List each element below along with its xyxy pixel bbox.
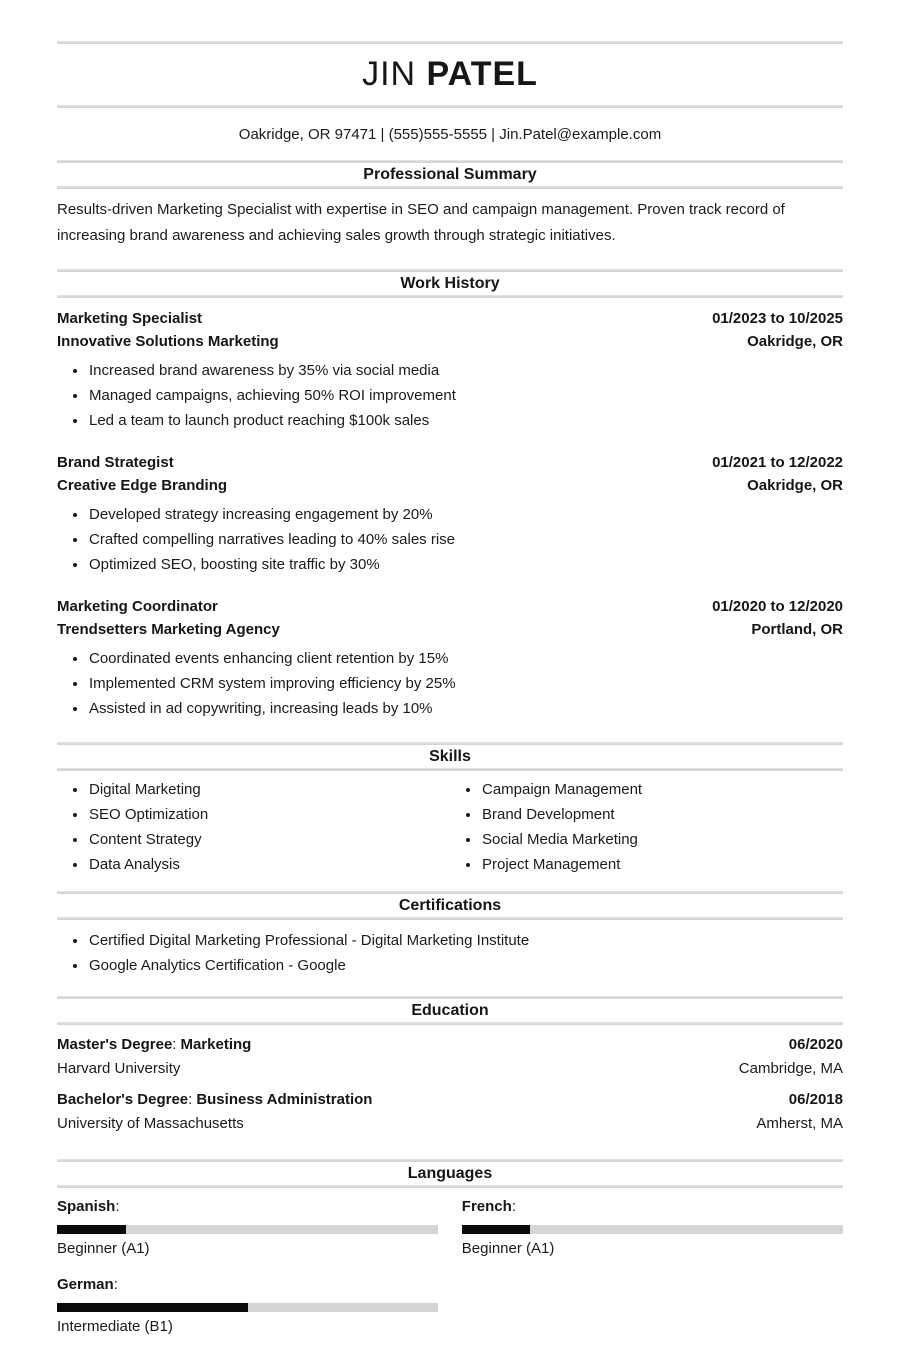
summary-text: Results-driven Marketing Specialist with expertise in SEO and campaign management. Proven track record of increasing brand awareness and achieving sales growth through strategic initiatives. <box>57 201 785 244</box>
skill-item: • Digital Marketing <box>88 777 450 802</box>
language-proficiency-fill <box>57 1225 126 1234</box>
header-name-row <box>57 44 843 105</box>
job-bullet: • Coordinated events enhancing client retention by 15% <box>88 646 843 671</box>
language-proficiency-bar <box>57 1303 438 1312</box>
skill-item: • Project Management <box>481 852 843 877</box>
job-bullet: • Developed strategy increasing engagement by 20% <box>88 502 843 527</box>
degree-title <box>57 1033 251 1057</box>
language-name: French <box>461 1198 512 1215</box>
language-proficiency-fill <box>57 1303 248 1312</box>
job-entry <box>57 442 843 577</box>
languages-heading: Languages <box>407 1164 493 1182</box>
language-name-row <box>462 1196 843 1218</box>
job-bullet: • Assisted in ad copywriting, increasing leads by 10% <box>88 696 843 721</box>
job-bullet: • Implemented CRM system improving efficiency by 25% <box>88 671 843 696</box>
job-location: Portland, OR <box>751 621 843 638</box>
certifications-section <box>57 928 843 978</box>
colon: : <box>188 1091 193 1108</box>
education-date: 06/2020 <box>788 1036 843 1053</box>
school-location: Amherst, MA <box>756 1115 843 1132</box>
job-title-row <box>57 451 843 474</box>
degree-title <box>57 1088 372 1112</box>
skills-section <box>57 771 843 891</box>
job-location: Oakridge, OR <box>747 333 843 350</box>
section-divider <box>57 186 843 189</box>
languages-section <box>57 1188 843 1350</box>
degree-row <box>57 1033 843 1057</box>
certification-list <box>57 928 843 978</box>
skill-item: • Content Strategy <box>88 827 450 852</box>
job-bullet: • Optimized SEO, boosting site traffic by 30% <box>88 552 843 577</box>
education-heading: Education <box>411 1001 489 1019</box>
contact-row <box>57 108 843 160</box>
language-item <box>57 1196 438 1259</box>
language-level: Intermediate (B1) <box>57 1318 173 1335</box>
job-dates: 01/2023 to 10/2025 <box>712 310 843 327</box>
first-name: JIN <box>362 55 417 93</box>
skills-heading: Skills <box>429 747 471 765</box>
job-bullet: • Increased brand awareness by 35% via social media <box>88 358 843 383</box>
languages-left-column <box>57 1196 438 1350</box>
certification-item: • Certified Digital Marketing Professional - Digital Marketing Institute <box>88 928 843 953</box>
skill-item: • Brand Development <box>481 802 843 827</box>
language-level: Beginner (A1) <box>57 1240 150 1257</box>
skill-item: • Social Media Marketing <box>481 827 843 852</box>
job-company-row <box>57 330 843 353</box>
job-company: Innovative Solutions Marketing <box>57 333 279 350</box>
language-item <box>57 1274 438 1337</box>
education-date: 06/2018 <box>788 1091 843 1108</box>
degree-type: Master's Degree <box>57 1036 173 1053</box>
work-history-section <box>57 298 843 742</box>
page-title <box>362 55 538 94</box>
colon: : <box>115 1198 120 1215</box>
language-name-row <box>57 1196 438 1218</box>
colon: : <box>113 1276 118 1293</box>
job-company-row <box>57 474 843 497</box>
education-entry <box>57 1033 843 1081</box>
language-proficiency-fill <box>462 1225 531 1234</box>
skill-item: • Data Analysis <box>88 852 450 877</box>
job-company: Trendsetters Marketing Agency <box>57 621 280 638</box>
section-divider <box>57 917 843 920</box>
work-history-heading: Work History <box>400 274 500 292</box>
job-title: Marketing Specialist <box>57 310 203 327</box>
job-entry <box>57 586 843 721</box>
language-name: German <box>57 1276 114 1293</box>
summary-heading: Professional Summary <box>363 165 537 183</box>
job-title: Brand Strategist <box>57 454 174 471</box>
job-bullet: • Crafted compelling narratives leading to 40% sales rise <box>88 527 843 552</box>
job-dates: 01/2020 to 12/2020 <box>712 598 843 615</box>
skill-item: • Campaign Management <box>481 777 843 802</box>
job-title-row <box>57 307 843 330</box>
school-row <box>57 1112 843 1136</box>
job-bullets <box>57 502 843 577</box>
language-level: Beginner (A1) <box>461 1240 555 1257</box>
language-name: Spanish <box>57 1198 116 1215</box>
job-title: Marketing Coordinator <box>57 598 218 615</box>
school-name: Harvard University <box>57 1060 181 1077</box>
skills-right-column <box>450 777 843 877</box>
certifications-heading: Certifications <box>398 896 502 914</box>
last-name: PATEL <box>426 55 538 93</box>
job-dates: 01/2021 to 12/2022 <box>712 454 843 471</box>
job-location: Oakridge, OR <box>747 477 843 494</box>
skills-left-column <box>57 777 450 877</box>
languages-right-column <box>462 1196 843 1350</box>
language-item <box>462 1196 843 1259</box>
colon: : <box>511 1198 516 1215</box>
job-entry <box>57 298 843 433</box>
degree-field: Business Administration <box>196 1091 373 1108</box>
contact-info: Oakridge, OR 97471 | (555)555-5555 | Jin.Patel@example.com <box>238 125 662 143</box>
job-title-row <box>57 595 843 618</box>
language-name-row <box>57 1274 438 1296</box>
education-entry <box>57 1088 843 1136</box>
skill-item: • SEO Optimization <box>88 802 450 827</box>
certification-item: • Google Analytics Certification - Google <box>88 953 843 978</box>
job-bullets <box>57 646 843 721</box>
school-location: Cambridge, MA <box>738 1060 843 1077</box>
language-proficiency-bar <box>57 1225 438 1234</box>
school-name: University of Massachusetts <box>57 1115 244 1132</box>
job-company: Creative Edge Branding <box>57 477 228 494</box>
job-company-row <box>57 618 843 641</box>
colon: : <box>172 1036 177 1053</box>
degree-row <box>57 1088 843 1112</box>
language-proficiency-bar <box>462 1225 843 1234</box>
job-bullet: • Managed campaigns, achieving 50% ROI improvement <box>88 383 843 408</box>
job-bullet: • Led a team to launch product reaching $100k sales <box>88 408 843 433</box>
school-row <box>57 1057 843 1081</box>
degree-type: Bachelor's Degree <box>57 1091 189 1108</box>
education-section <box>57 1025 843 1159</box>
degree-field: Marketing <box>180 1036 252 1053</box>
job-bullets <box>57 358 843 433</box>
